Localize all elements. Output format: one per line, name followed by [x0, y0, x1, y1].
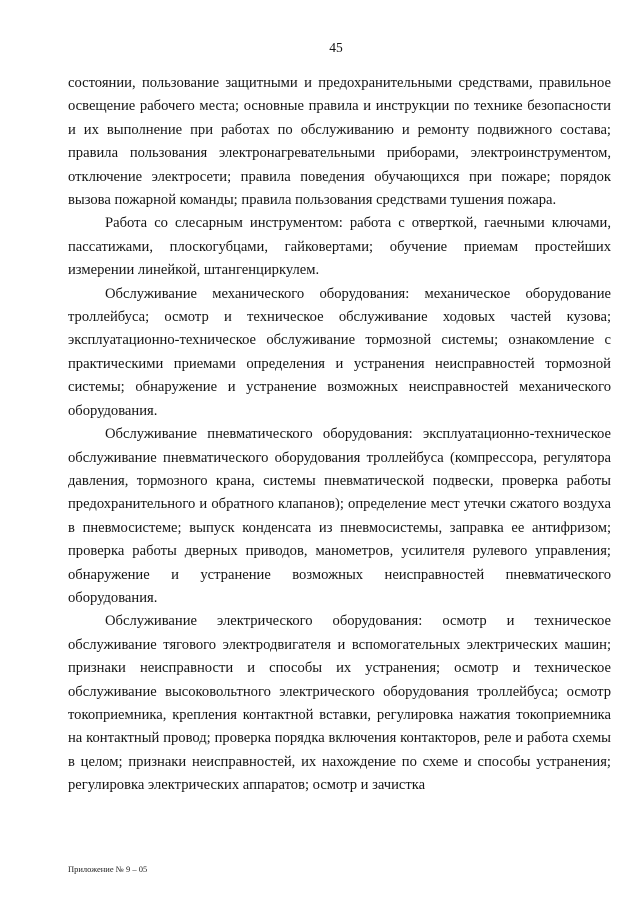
document-body [68, 72, 611, 798]
paragraph-locksmith-tools: Работа со слесарным инструментом: работа с отверткой, гаечными ключами, пассатижами, плоскогубцами, гайковертами; обучение приемам простейших измерении линейкой, штангенциркулем. [68, 215, 611, 279]
paragraph-mechanical-equipment: Обслуживание механического оборудования: механическое оборудование троллейбуса; осмотр и техническое обслуживание ходовых частей кузова; эксплуатационно-техническое обслуживание тормозной системы; ознакомление с практическими приемами определения и устранения неисправностей тормозной системы; обнаружение и устранение возможных неисправностей механического оборудования. [68, 285, 611, 419]
page-number: 45 [329, 40, 343, 55]
footer-appendix-label: Приложение № 9 – 05 [68, 864, 148, 874]
paragraph-safety-continued: состоянии, пользование защитными и предохранительными средствами, правильное освещение рабочего места; основные правила и инструкции по технике безопасности и их выполнение при работах по обслуживанию и ремонту подвижного состава; правила пользования электронагревательными приборами, электроинструментом, отключение электросети; правила поведения обучающихся при пожаре; порядок вызова пожарной команды; правила пользования средствами тушения пожара. [68, 75, 611, 209]
paragraph-pneumatic-equipment: Обслуживание пневматического оборудования: эксплуатационно-техническое обслуживание пневматического оборудования троллейбуса (компрессора, регулятора давления, тормозного крана, системы пневматической подвески, проверка работы предохранительного и обратного клапанов); определение мест утечки сжатого воздуха в пневмосистеме; выпуск конденсата из пневмосистемы, заправка ее антифризом; проверка работы дверных приводов, манометров, усилителя рулевого управления; обнаружение и устранение возможных неисправностей пневматического оборудования. [68, 426, 611, 606]
paragraph-electrical-equipment: Обслуживание электрического оборудования: осмотр и техническое обслуживание тягового электродвигателя и вспомогательных электрических машин; признаки неисправности и способы их устранения; осмотр и техническое обслуживание высоковольтного электрического оборудования троллейбуса; осмотр токоприемника, крепления контактной вставки, регулировка нажатия токоприемника на контактный провод; проверка порядка включения контакторов, реле и работа схемы в целом; признаки неисправностей, их нахождение по схеме и способы устранения; регулировка электрических аппаратов; осмотр и зачистка [68, 613, 611, 794]
